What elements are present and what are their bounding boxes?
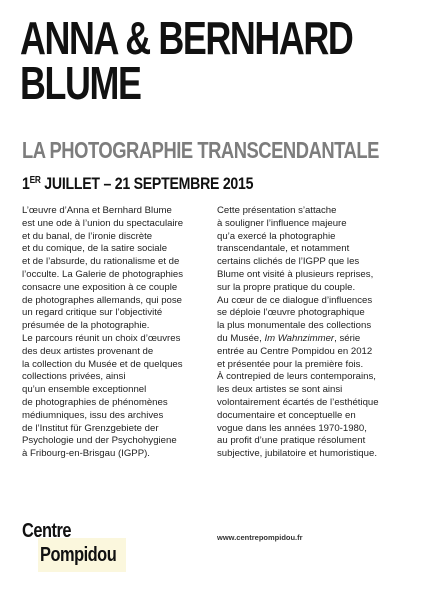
title-line-2: BLUME bbox=[20, 57, 141, 109]
text-line: se déploie l’œuvre photographique bbox=[217, 307, 365, 319]
text-line: de photographes allemands, qui pose bbox=[22, 294, 183, 306]
text-line: collections privées, ainsi bbox=[22, 371, 126, 383]
date-range: JUILLET – 21 SEPTEMBRE 2015 bbox=[40, 174, 254, 193]
text-line: certains clichés de l’IGPP que les bbox=[217, 256, 360, 268]
text-line: vogue dans les années 1970-1980, bbox=[217, 422, 367, 434]
text-line: et du banal, de l’ironie discrète bbox=[22, 230, 153, 242]
text-line: documentaire et conceptuelle en bbox=[217, 409, 356, 421]
text-line: Au cœur de ce dialogue d’influences bbox=[217, 294, 373, 306]
text-line: un regard critique sur l’objectivité bbox=[22, 307, 163, 319]
text-line: Psychologie und der Psychohygiene bbox=[22, 435, 177, 447]
text-line-with-title bbox=[217, 333, 407, 346]
text-line: À contrepied de leurs contemporains, bbox=[217, 371, 376, 383]
centre-pompidou-logo bbox=[22, 518, 126, 574]
text-line: la collection du Musée et de quelques bbox=[22, 358, 183, 370]
text-line: sur la propre pratique du couple. bbox=[217, 281, 356, 293]
text-line: entrée au Centre Pompidou en 2012 bbox=[217, 345, 373, 357]
text-fragment: du Musée, bbox=[217, 332, 265, 344]
text-line: au profit d’une pratique résolument bbox=[217, 435, 366, 447]
date-day: 1 bbox=[22, 174, 30, 193]
text-line: Cette présentation s’attache bbox=[217, 205, 337, 216]
text-line: de l’Institut für Grenzgebiete der bbox=[22, 422, 159, 434]
text-line: L’œuvre d’Anna et Bernhard Blume bbox=[22, 205, 172, 216]
exhibition-title bbox=[20, 12, 353, 109]
logo-line-1: Centre bbox=[22, 520, 71, 542]
text-line: subjective, jubilatoire et humoristique. bbox=[217, 448, 377, 460]
exhibition-dates bbox=[22, 174, 253, 194]
series-title: Im Wahnzimmer bbox=[264, 332, 335, 344]
website-link[interactable]: www.centrepompidou.fr bbox=[217, 533, 303, 542]
text-line: médiumniques, issu des archives bbox=[22, 409, 164, 421]
text-line: présumée de la photographie. bbox=[22, 320, 150, 332]
text-line: Le parcours réunit un choix d’œuvres bbox=[22, 332, 181, 344]
text-line: à Fribourg-en-Brisgau (IGPP). bbox=[22, 448, 150, 460]
text-fragment: , série bbox=[334, 332, 361, 344]
exhibition-subtitle: LA PHOTOGRAPHIE TRANSCENDANTALE bbox=[22, 137, 379, 163]
text-line: Blume ont visité à plusieurs reprises, bbox=[217, 268, 374, 280]
text-line: qu’un ensemble exceptionnel bbox=[22, 384, 147, 396]
text-line: l’occulte. La Galerie de photographies bbox=[22, 268, 184, 280]
text-line: les deux artistes se sont ainsi bbox=[217, 384, 343, 396]
text-line: transcendantale, et notamment bbox=[217, 243, 350, 255]
text-line: et de l’absurde, du rationalisme et de bbox=[22, 256, 180, 268]
text-line: des deux artistes provenant de bbox=[22, 345, 154, 357]
text-line: qu’a exercé la photographie bbox=[217, 230, 336, 242]
text-line: de photographies de phénomènes bbox=[22, 396, 168, 408]
text-line: la plus monumentale des collections bbox=[217, 320, 372, 332]
text-line: et du comique, de la satire sociale bbox=[22, 243, 168, 255]
text-line: à souligner l’influence majeure bbox=[217, 217, 347, 229]
title-line-1: ANNA & BERNHARD bbox=[20, 12, 353, 64]
text-line: et présentée pour la première fois. bbox=[217, 358, 364, 370]
right-text-column bbox=[217, 205, 407, 461]
date-superscript: ER bbox=[29, 175, 41, 186]
text-line: consacre une exposition à ce couple bbox=[22, 281, 178, 293]
text-line: volontairement écartés de l’esthétique bbox=[217, 396, 379, 408]
text-line: est une ode à l’union du spectaculaire bbox=[22, 217, 184, 229]
left-text-column bbox=[22, 205, 212, 461]
logo-line-2: Pompidou bbox=[40, 544, 117, 566]
